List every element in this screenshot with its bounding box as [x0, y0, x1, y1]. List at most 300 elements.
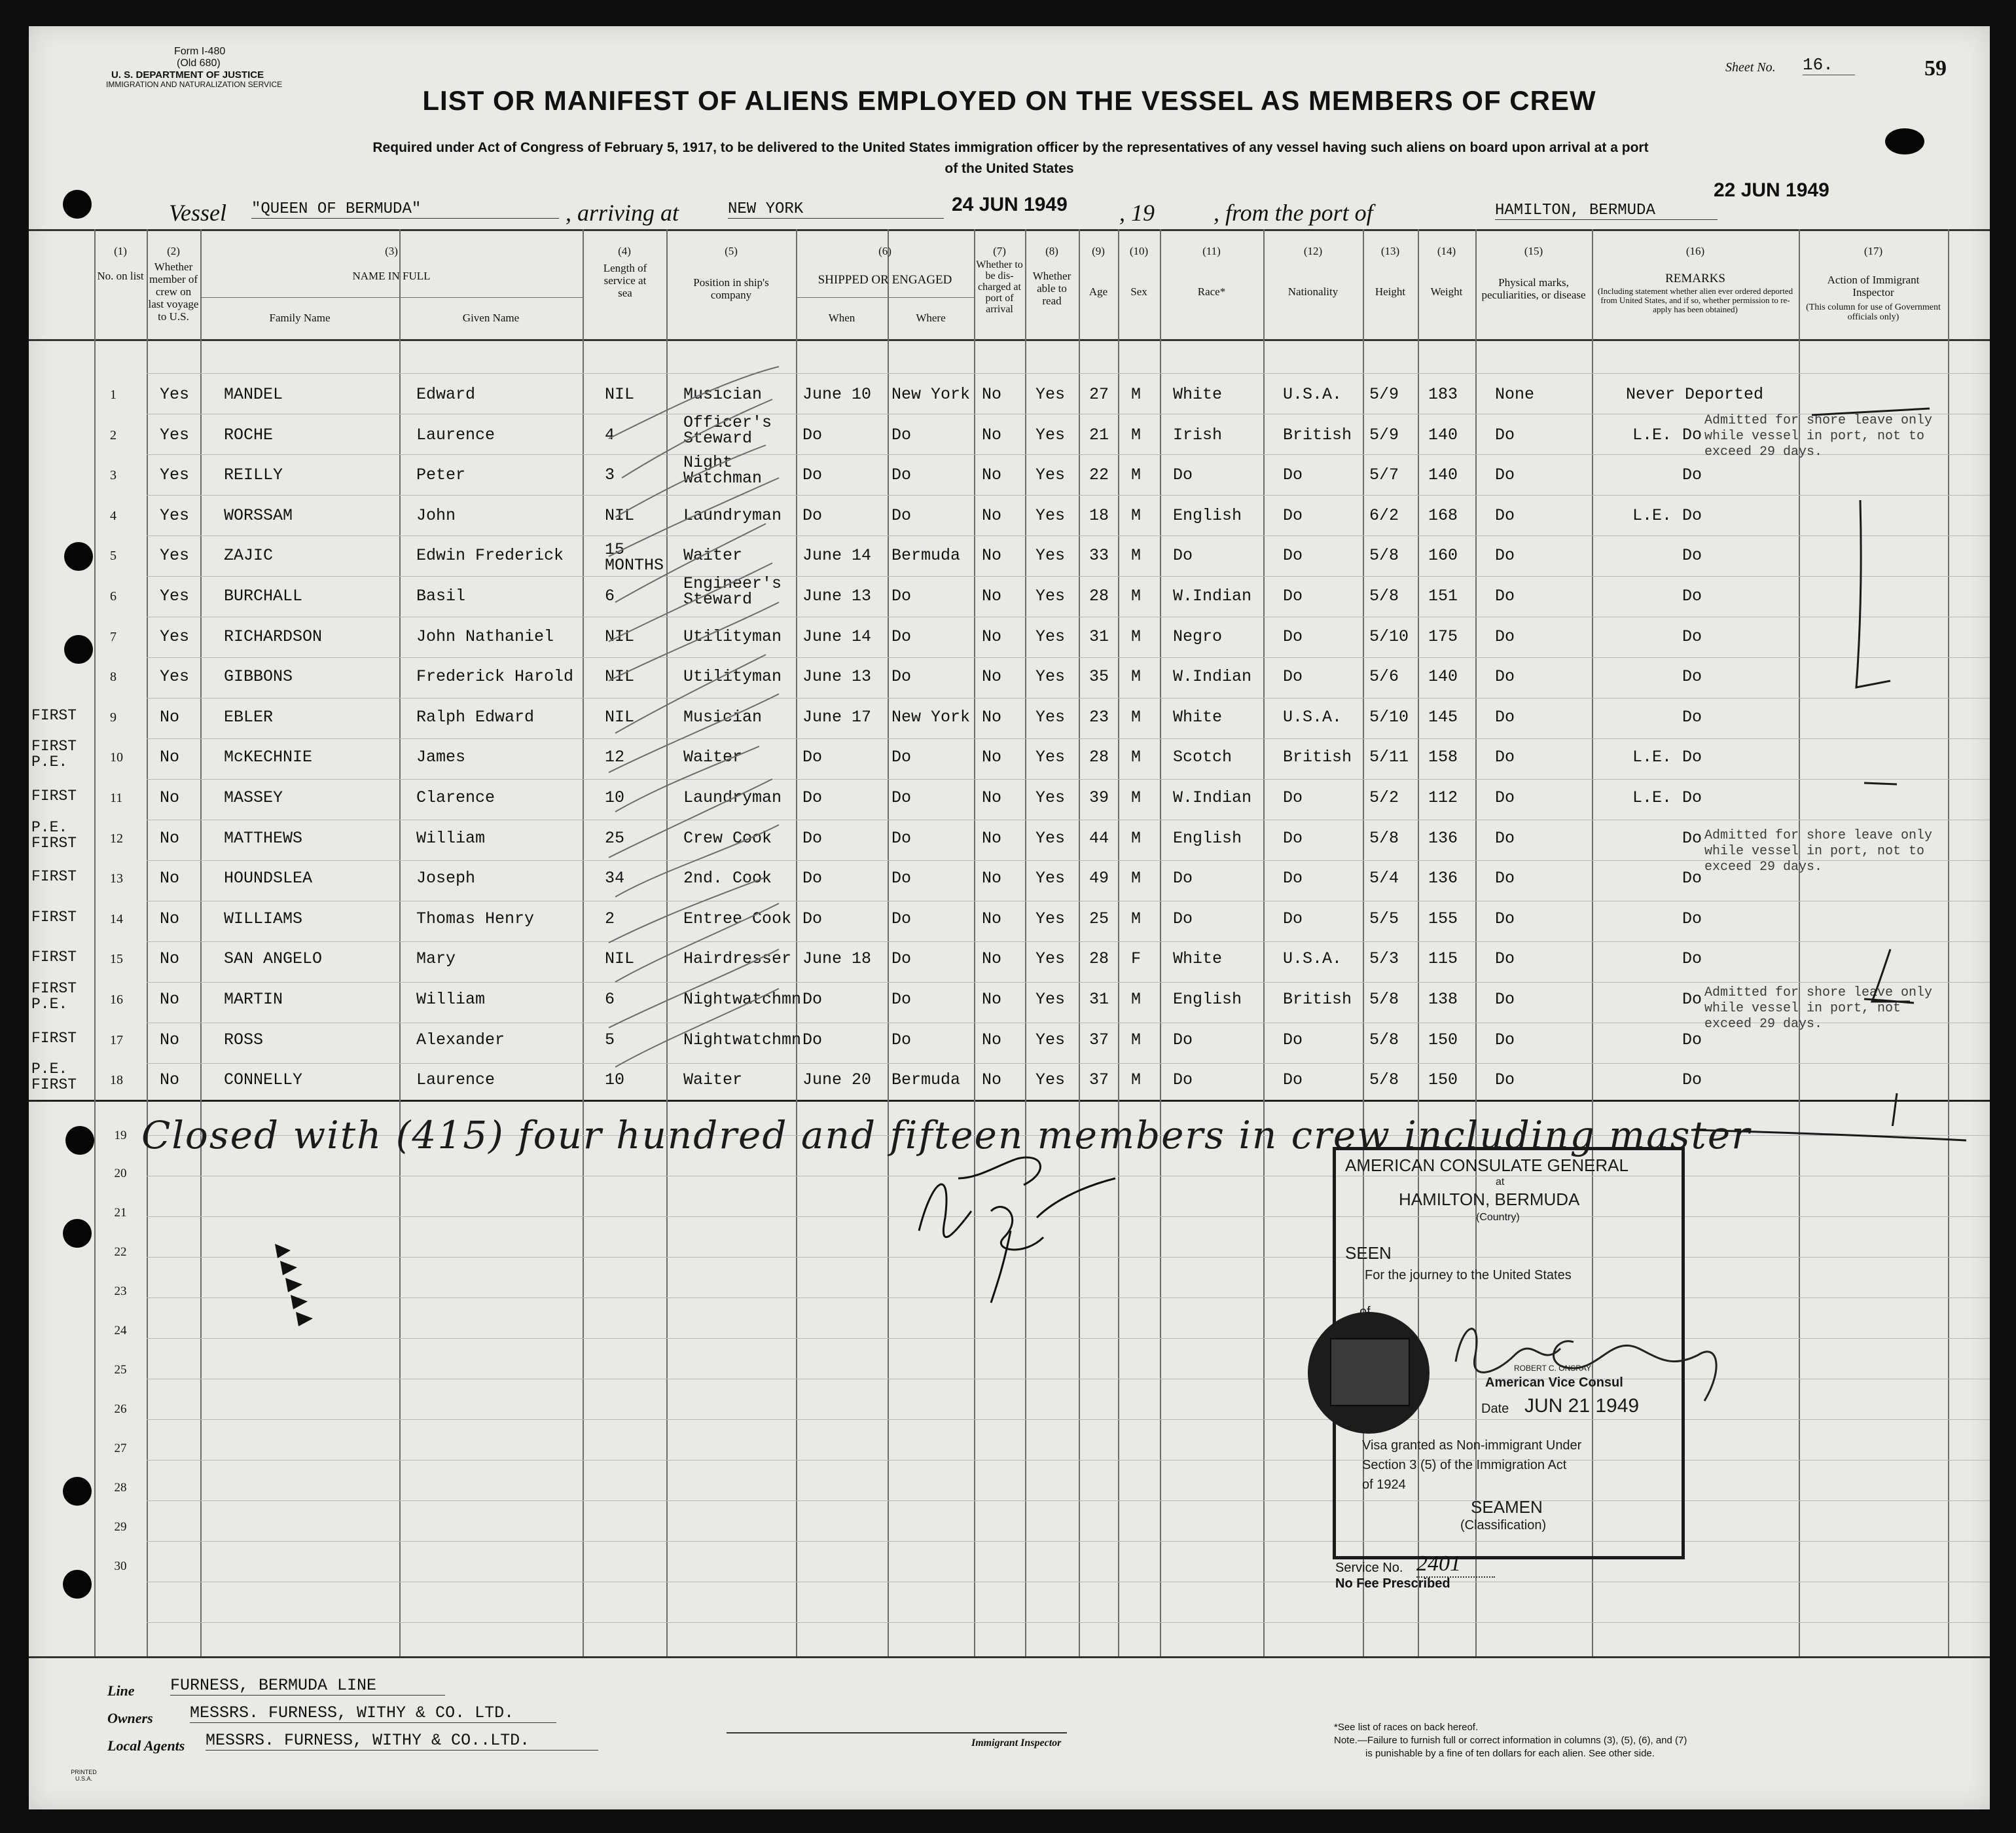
able-to-read: Yes [1035, 829, 1066, 848]
given-name: Alexander [416, 1030, 505, 1049]
family-name: ROCHE [224, 426, 274, 445]
from-port: HAMILTON, BERMUDA [1495, 202, 1718, 220]
able-to-read: Yes [1035, 1070, 1066, 1089]
weight: 150 [1428, 1070, 1458, 1089]
sex: M [1131, 829, 1142, 848]
remarks: Do [1682, 990, 1702, 1009]
weight: 155 [1428, 909, 1458, 928]
remarks: Do [1682, 465, 1702, 484]
col-header-service: Length of service at sea [603, 262, 647, 299]
row-number: 27 [114, 1442, 127, 1455]
row-number: 28 [114, 1481, 127, 1495]
master-signature [893, 1139, 1128, 1309]
race: English [1173, 990, 1242, 1009]
family-name: ROSS [224, 1030, 264, 1049]
position: Entree Cook [683, 909, 792, 928]
remarks: Do [1682, 587, 1702, 606]
inspector-pen-marks [1799, 340, 1995, 1126]
row-number: 12 [110, 831, 123, 846]
closing-underline [1691, 1123, 1966, 1150]
binder-hole [65, 1126, 94, 1155]
age: 27 [1089, 385, 1109, 404]
shipped-where: Do [891, 829, 912, 848]
stamp-seen: SEEN [1345, 1243, 1392, 1263]
year-label: , 19 [1119, 200, 1155, 226]
position: 2nd. Cook [683, 869, 772, 888]
race: W.Indian [1173, 667, 1252, 686]
nationality: Do [1283, 909, 1303, 928]
service-name: IMMIGRATION AND NATURALIZATION SERVICE [106, 80, 283, 89]
race: White [1173, 708, 1223, 727]
races-note: *See list of races on back hereof. [1334, 1722, 1479, 1733]
line-label: Line [107, 1682, 135, 1699]
race: Do [1173, 465, 1193, 484]
length-of-service: NIL [605, 667, 635, 686]
member-last-voyage: Yes [160, 426, 190, 445]
height: 5/11 [1369, 748, 1409, 767]
able-to-read: Yes [1035, 506, 1066, 525]
position: Musician [683, 385, 763, 404]
remarks: Do [1682, 546, 1702, 565]
remarks-le: L.E. [1632, 506, 1672, 525]
position: Utilityman [683, 627, 782, 646]
col-header-action: Action of Immigrant Inspector [1827, 274, 1920, 299]
weight: 112 [1428, 788, 1458, 807]
race: Negro [1173, 627, 1223, 646]
col-num-16: (16) [1685, 245, 1705, 257]
discharged: No [982, 829, 1002, 848]
col-header-discharged: Whether to be dis-charged at port of arrival [976, 259, 1023, 315]
position: Nightwatchmn [683, 1030, 802, 1049]
remarks: Do [1682, 788, 1702, 807]
nationality: Do [1283, 1070, 1303, 1089]
able-to-read: Yes [1035, 627, 1066, 646]
nationality: Do [1283, 829, 1303, 848]
from-port-label: , from the port of [1214, 200, 1373, 226]
given-name: William [416, 829, 486, 848]
stamp-line-3: HAMILTON, BERMUDA [1399, 1189, 1580, 1209]
age: 31 [1089, 627, 1109, 646]
remarks: Never Deported [1626, 385, 1764, 404]
position: Waiter [683, 1070, 743, 1089]
shipped-when: June 17 [802, 708, 872, 727]
family-name: BURCHALL [224, 587, 303, 606]
binder-hole [64, 542, 93, 571]
member-last-voyage: No [160, 990, 180, 1009]
stamp-line-4: (Country) [1476, 1212, 1520, 1223]
agents-label: Local Agents [107, 1737, 185, 1754]
row-number: 3 [110, 468, 117, 482]
physical-marks: Do [1495, 869, 1515, 888]
shipped-where: New York [891, 385, 971, 404]
length-of-service: 5 [605, 1030, 615, 1049]
length-of-service: 34 [605, 869, 625, 888]
position: Laundryman [683, 506, 782, 525]
height: 5/9 [1369, 426, 1399, 445]
sex: M [1131, 546, 1142, 565]
stamp-line-1: AMERICAN CONSULATE GENERAL [1345, 1155, 1629, 1175]
pencil-strike-marks [583, 340, 802, 1113]
row-prefix: FIRST [31, 1030, 77, 1047]
arrival-date-stamp: 24 JUN 1949 [952, 194, 1068, 215]
physical-marks: Do [1495, 949, 1515, 968]
race: White [1173, 949, 1223, 968]
given-name: Clarence [416, 788, 495, 807]
family-name: WILLIAMS [224, 909, 303, 928]
nationality: Do [1283, 506, 1303, 525]
position: Night Watchman [683, 453, 763, 488]
length-of-service: 6 [605, 990, 615, 1009]
discharged: No [982, 748, 1002, 767]
shipped-where: Do [891, 949, 912, 968]
age: 37 [1089, 1070, 1109, 1089]
row-prefix: FIRST [31, 949, 77, 966]
shipped-where: Do [891, 667, 912, 686]
given-name: Peter [416, 465, 466, 484]
col-num-12: (12) [1303, 245, 1323, 257]
departure-date-stamp: 22 JUN 1949 [1714, 179, 1829, 201]
inspector-signature-line [727, 1732, 1067, 1733]
given-name: James [416, 748, 466, 767]
physical-marks: Do [1495, 1070, 1515, 1089]
sex: M [1131, 788, 1142, 807]
physical-marks: Do [1495, 788, 1515, 807]
age: 39 [1089, 788, 1109, 807]
given-name: John Nathaniel [416, 627, 554, 646]
discharged: No [982, 506, 1002, 525]
family-name: REILLY [224, 465, 283, 484]
sex: M [1131, 869, 1142, 888]
col-header-action-note: (This column for use of Government officials only) [1806, 302, 1941, 322]
col-header-remarks-note: (Including statement whether alien ever ordered deported from United States, and if so, whether permission to re-apply has been obtained) [1597, 286, 1793, 314]
department: U. S. DEPARTMENT OF JUSTICE [111, 69, 264, 81]
family-name: McKECHNIE [224, 748, 313, 767]
age: 49 [1089, 869, 1109, 888]
ink-blot [1885, 128, 1924, 154]
member-last-voyage: Yes [160, 506, 190, 525]
col-num-17: (17) [1863, 245, 1883, 257]
family-name: GIBBONS [224, 667, 293, 686]
race: White [1173, 385, 1223, 404]
stamp-visa-3: of 1924 [1362, 1478, 1406, 1492]
row-number: 29 [114, 1520, 127, 1534]
weight: 136 [1428, 869, 1458, 888]
height: 5/8 [1369, 1030, 1399, 1049]
subtitle: Required under Act of Congress of February 5, 1917, to be delivered to the United States immigration officer by the representatives of any vessel having such aliens on board upon arrival at a port [372, 140, 1649, 155]
race: W.Indian [1173, 587, 1252, 606]
able-to-read: Yes [1035, 869, 1066, 888]
col-header-remarks: REMARKS [1665, 272, 1725, 285]
shipped-when: Do [802, 909, 823, 928]
row-prefix: FIRST [31, 909, 77, 926]
race: English [1173, 829, 1242, 848]
given-name: Joseph [416, 869, 476, 888]
length-of-service: NIL [605, 949, 635, 968]
member-last-voyage: Yes [160, 546, 190, 565]
physical-marks: Do [1495, 667, 1515, 686]
col-num-1: (1) [114, 245, 127, 257]
able-to-read: Yes [1035, 587, 1066, 606]
nationality: Do [1283, 788, 1303, 807]
col-num-2: (2) [167, 245, 180, 257]
owners-value: MESSRS. FURNESS, WITHY & CO. LTD. [190, 1703, 556, 1723]
row-number: 13 [110, 871, 123, 886]
given-name: Edwin Frederick [416, 546, 564, 565]
able-to-read: Yes [1035, 909, 1066, 928]
given-name: John [416, 506, 456, 525]
shipped-when: Do [802, 788, 823, 807]
row-prefix: FIRST [31, 868, 77, 885]
sex: M [1131, 627, 1142, 646]
row-number: 7 [110, 630, 117, 644]
race: Do [1173, 909, 1193, 928]
member-last-voyage: No [160, 949, 180, 968]
remarks: Do [1682, 748, 1702, 767]
position: Musician [683, 708, 763, 727]
inspector-note: exceed 29 days. [1704, 1017, 1823, 1032]
physical-marks: Do [1495, 990, 1515, 1009]
sex: M [1131, 1070, 1142, 1089]
col-num-4: (4) [618, 245, 631, 257]
shipped-when: Do [802, 465, 823, 484]
weight: 145 [1428, 708, 1458, 727]
physical-marks: Do [1495, 587, 1515, 606]
row-number: 18 [110, 1073, 123, 1087]
nationality: Do [1283, 587, 1303, 606]
shipped-when: June 13 [802, 587, 872, 606]
member-last-voyage: No [160, 748, 180, 767]
discharged: No [982, 990, 1002, 1009]
height: 5/4 [1369, 869, 1399, 888]
agents-value: MESSRS. FURNESS, WITHY & CO..LTD. [206, 1731, 598, 1751]
member-last-voyage: No [160, 869, 180, 888]
family-name: SAN ANGELO [224, 949, 323, 968]
col-header-when: When [828, 312, 855, 324]
col-header-shipped: SHIPPED OR ENGAGED [818, 273, 952, 287]
discharged: No [982, 909, 1002, 928]
length-of-service: 10 [605, 788, 625, 807]
length-of-service: 10 [605, 1070, 625, 1089]
able-to-read: Yes [1035, 990, 1066, 1009]
inspector-note: Admitted for shore leave only [1704, 985, 1933, 1000]
col-num-11: (11) [1202, 245, 1221, 257]
height: 5/3 [1369, 949, 1399, 968]
sheet-number: 16. [1803, 55, 1855, 75]
fine-note-1: Note.—Failure to furnish full or correct information in columns (3), (5), (6), and (7) [1334, 1735, 1687, 1746]
nationality: Do [1283, 465, 1303, 484]
member-last-voyage: No [160, 829, 180, 848]
position: Officer's Steward [683, 413, 772, 448]
subtitle-2: of the United States [945, 161, 1074, 176]
discharged: No [982, 788, 1002, 807]
col-header-given: Given Name [462, 312, 520, 324]
inspector-note: Admitted for shore leave only [1704, 413, 1933, 428]
height: 5/8 [1369, 587, 1399, 606]
col-header-nationality: Nationality [1287, 285, 1339, 298]
col-header-member: Whether member of crew on last voyage to U.S. [148, 261, 199, 323]
remarks-le: L.E. [1632, 426, 1672, 445]
stamp-consul-name: ROBERT C. ONSRAY [1514, 1364, 1592, 1373]
page-title: LIST OR MANIFEST OF ALIENS EMPLOYED ON THE VESSEL AS MEMBERS OF CREW [422, 85, 1596, 116]
sex: M [1131, 708, 1142, 727]
length-of-service: NIL [605, 708, 635, 727]
sex: M [1131, 506, 1142, 525]
consul-signature [1443, 1296, 1744, 1427]
member-last-voyage: No [160, 788, 180, 807]
physical-marks: Do [1495, 627, 1515, 646]
inspector-note: exceed 29 days. [1704, 445, 1823, 460]
age: 25 [1089, 909, 1109, 928]
length-of-service: 2 [605, 909, 615, 928]
age: 28 [1089, 587, 1109, 606]
sex: M [1131, 1030, 1142, 1049]
owners-label: Owners [107, 1710, 153, 1726]
nationality: British [1283, 990, 1352, 1009]
form-id: Form I-480 [174, 46, 226, 57]
col-num-3: (3) [385, 245, 398, 257]
fee-stamp [1330, 1338, 1410, 1406]
shipped-where: Do [891, 990, 912, 1009]
race: Irish [1173, 426, 1223, 445]
able-to-read: Yes [1035, 949, 1066, 968]
row-number: 24 [114, 1324, 127, 1337]
weight: 140 [1428, 426, 1458, 445]
binder-hole [63, 1219, 92, 1248]
shipped-when: Do [802, 1030, 823, 1049]
row-number: 26 [114, 1402, 127, 1416]
race: Do [1173, 869, 1193, 888]
fine-note-2: is punishable by a fine of ten dollars for each alien. See other side. [1365, 1748, 1655, 1759]
weight: 140 [1428, 465, 1458, 484]
row-number: 8 [110, 670, 117, 684]
remarks: Do [1682, 949, 1702, 968]
pencil-tally-marks [251, 1218, 330, 1335]
col-num-10: (10) [1129, 245, 1149, 257]
member-last-voyage: No [160, 708, 180, 727]
stamp-date-label: Date [1481, 1402, 1509, 1416]
sex: M [1131, 587, 1142, 606]
sex: M [1131, 667, 1142, 686]
age: 28 [1089, 949, 1109, 968]
given-name: Laurence [416, 1070, 495, 1089]
age: 23 [1089, 708, 1109, 727]
col-num-5: (5) [725, 245, 738, 257]
row-number: 23 [114, 1284, 127, 1298]
height: 5/8 [1369, 829, 1399, 848]
row-number: 15 [110, 952, 123, 966]
manifest-sheet [29, 26, 1990, 1809]
discharged: No [982, 667, 1002, 686]
stamp-journey: For the journey to the United States [1365, 1268, 1572, 1282]
discharged: No [982, 1030, 1002, 1049]
able-to-read: Yes [1035, 708, 1066, 727]
age: 22 [1089, 465, 1109, 484]
inspector-label: Immigrant Inspector [971, 1737, 1062, 1749]
row-number: 25 [114, 1363, 127, 1377]
line-value: FURNESS, BERMUDA LINE [170, 1676, 445, 1696]
physical-marks: Do [1495, 546, 1515, 565]
shipped-where: Do [891, 869, 912, 888]
member-last-voyage: Yes [160, 465, 190, 484]
discharged: No [982, 546, 1002, 565]
member-last-voyage: Yes [160, 587, 190, 606]
discharged: No [982, 869, 1002, 888]
col-num-14: (14) [1437, 245, 1456, 257]
inspector-note: while vessel in port, not to [1704, 429, 1925, 444]
col-num-9: (9) [1092, 245, 1105, 257]
shipped-where: New York [891, 708, 971, 727]
col-header-family: Family Name [269, 312, 331, 324]
family-name: CONNELLY [224, 1070, 303, 1089]
height: 5/8 [1369, 546, 1399, 565]
col-header-read: Whether able to read [1032, 270, 1071, 307]
shipped-when: June 14 [802, 546, 872, 565]
shipped-where: Bermuda [891, 1070, 961, 1089]
shipped-when: June 10 [802, 385, 872, 404]
row-number: 10 [110, 750, 123, 765]
height: 5/7 [1369, 465, 1399, 484]
printer-mark: PRINTED U.S.A. [71, 1769, 97, 1782]
row-prefix: FIRST [31, 707, 77, 724]
able-to-read: Yes [1035, 788, 1066, 807]
discharged: No [982, 385, 1002, 404]
arriving-label: , arriving at [566, 200, 679, 226]
shipped-when: Do [802, 426, 823, 445]
able-to-read: Yes [1035, 426, 1066, 445]
shipped-where: Do [891, 748, 912, 767]
row-prefix: FIRST P.E. [31, 738, 77, 771]
race: Do [1173, 1030, 1193, 1049]
position: Hairdresser [683, 949, 792, 968]
nationality: Do [1283, 1030, 1303, 1049]
nationality: Do [1283, 627, 1303, 646]
sex: M [1131, 748, 1142, 767]
row-number: 30 [114, 1559, 127, 1573]
race: W.Indian [1173, 788, 1252, 807]
shipped-where: Do [891, 909, 912, 928]
race: Do [1173, 546, 1193, 565]
discharged: No [982, 426, 1002, 445]
col-header-race: Race* [1197, 285, 1226, 298]
discharged: No [982, 465, 1002, 484]
row-prefix: FIRST [31, 788, 77, 805]
position: Nightwatchmn [683, 990, 802, 1009]
member-last-voyage: Yes [160, 667, 190, 686]
handwritten-closing: Closed with (415) four hundred and fifteen members in crew including master [141, 1113, 1751, 1157]
remarks-le: L.E. [1632, 748, 1672, 767]
length-of-service: 25 [605, 829, 625, 848]
weight: 168 [1428, 506, 1458, 525]
family-name: MASSEY [224, 788, 283, 807]
row-number: 16 [110, 992, 123, 1007]
row-number: 6 [110, 589, 117, 604]
family-name: WORSSAM [224, 506, 293, 525]
nationality: U.S.A. [1283, 385, 1342, 404]
sex: M [1131, 909, 1142, 928]
given-name: Mary [416, 949, 456, 968]
nationality: Do [1283, 869, 1303, 888]
weight: 151 [1428, 587, 1458, 606]
physical-marks: Do [1495, 1030, 1515, 1049]
shipped-where: Do [891, 587, 912, 606]
discharged: No [982, 627, 1002, 646]
remarks: Do [1682, 667, 1702, 686]
remarks: Do [1682, 1030, 1702, 1049]
col-header-no: No. on list [97, 270, 144, 282]
vessel-label: Vessel [169, 200, 226, 226]
row-prefix: P.E. FIRST [31, 819, 77, 852]
stamp-date: JUN 21 1949 [1524, 1395, 1640, 1417]
